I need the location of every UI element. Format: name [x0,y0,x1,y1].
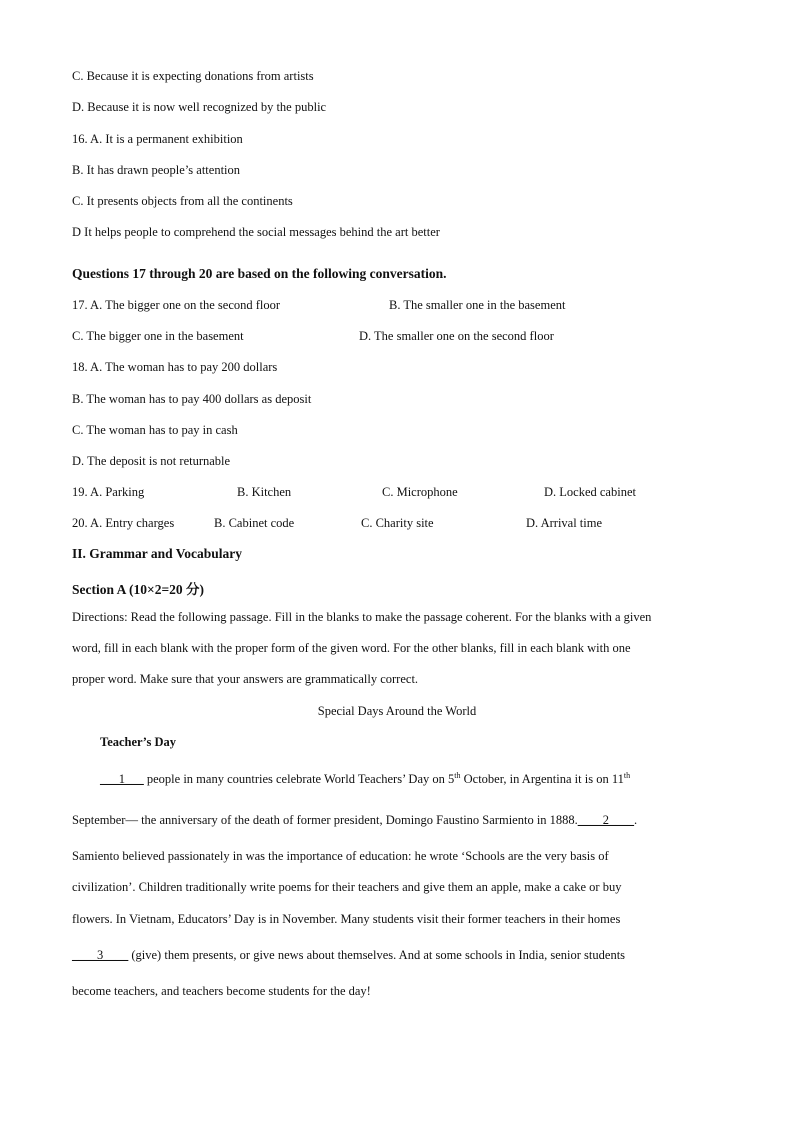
section-a-heading: Section A (10×2=20 分) [72,582,205,597]
q19-option-a: 19. A. Parking [72,485,145,499]
q19-option-d: D. Locked cabinet [544,485,636,499]
q17-option-b: B. The smaller one in the basement [389,298,566,312]
q20-option-a: 20. A. Entry charges [72,516,175,530]
passage-line-4: civilization’. Children traditionally write poems for their teachers and give them an apple, make a cake or buy [72,880,622,894]
q16-option-c: C. It presents objects from all the continents [72,194,293,208]
directions-line-1: Directions: Read the following passage. Fill in the blanks to make the passage coherent. For the blanks with a given [72,610,652,624]
q19-option-b: B. Kitchen [237,485,292,499]
q20-option-b: B. Cabinet code [214,516,295,530]
conversation-heading: Questions 17 through 20 are based on the following conversation. [72,266,447,281]
q19-option-c: C. Microphone [382,485,458,499]
q20-option-d: D. Arrival time [526,516,603,530]
q15-option-c: C. Because it is expecting donations from artists [72,69,314,83]
directions-line-3: proper word. Make sure that your answers are grammatically correct. [72,672,419,686]
q16-option-d: D It helps people to comprehend the social messages behind the art better [72,225,440,239]
passage-line-2: September— the anniversary of the death of former president, Domingo Faustino Sarmiento in 1888.____2____. [72,813,638,827]
section-heading: II. Grammar and Vocabulary [72,546,243,561]
q18-option-a: 18. A. The woman has to pay 200 dollars [72,360,278,374]
passage-line-5: flowers. In Vietnam, Educators’ Day is in November. Many students visit their former teachers in their homes [72,912,621,926]
q18-option-c: C. The woman has to pay in cash [72,423,238,437]
blank-3[interactable]: ____3____ [72,948,129,962]
q17-option-a: 17. A. The bigger one on the second floor [72,298,281,312]
q16-option-a: 16. A. It is a permanent exhibition [72,132,243,146]
q18-option-d: D. The deposit is not returnable [72,454,231,468]
passage-title: Special Days Around the World [317,704,477,718]
q18-option-b: B. The woman has to pay 400 dollars as deposit [72,392,312,406]
directions-line-2: word, fill in each blank with the proper form of the given word. For the other blanks, fill in each blank with one [72,641,631,655]
passage-line-3: Samiento believed passionately in was the importance of education: he wrote ‘Schools are the very basis of [72,849,609,863]
passage-line-7: become teachers, and teachers become students for the day! [72,984,371,998]
q15-option-d: D. Because it is now well recognized by the public [72,100,327,114]
passage-line-6: ____3____ (give) them presents, or give news about themselves. And at some schools in India, senior students [72,948,626,962]
passage-line-1: ___1___ people in many countries celebrate World Teachers’ Day on 5th October, in Argentina it is on 11th [100,770,631,786]
blank-1[interactable]: ___1___ [100,772,144,786]
q17-option-c: C. The bigger one in the basement [72,329,244,343]
q20-option-c: C. Charity site [361,516,434,530]
q17-option-d: D. The smaller one on the second floor [359,329,554,343]
q16-option-b: B. It has drawn people’s attention [72,163,241,177]
subheading: Teacher’s Day [100,735,177,749]
blank-2[interactable]: ____2____ [577,813,635,827]
